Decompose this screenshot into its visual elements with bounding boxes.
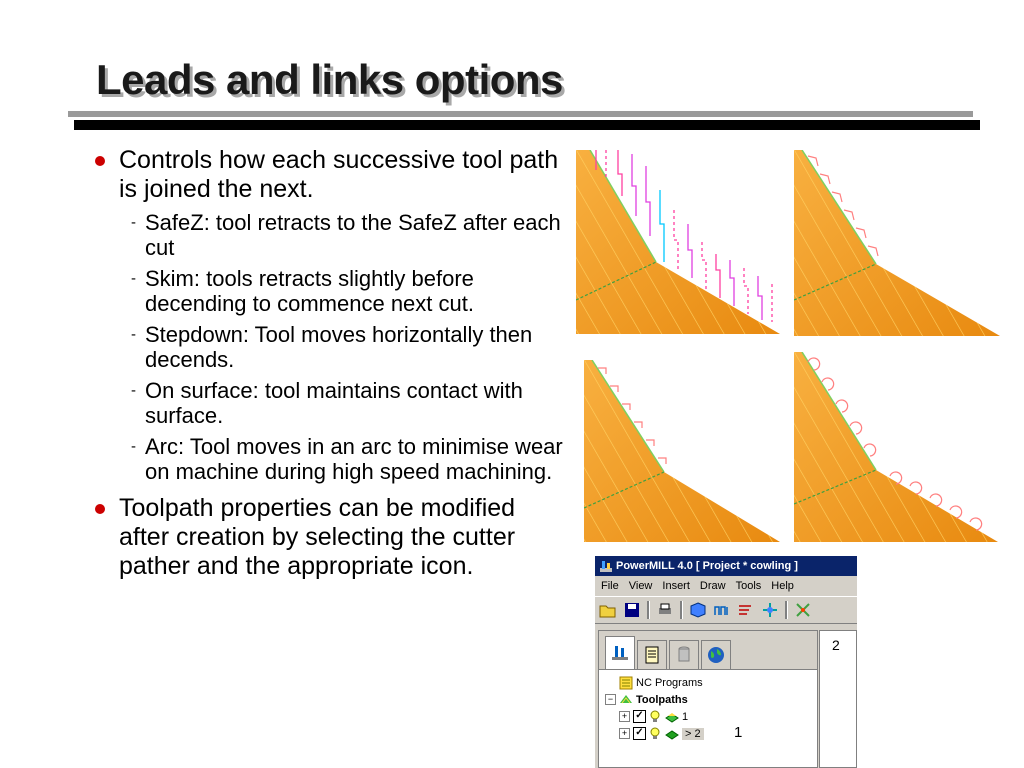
toolbar-separator: [785, 601, 788, 619]
tree-item-toolpaths[interactable]: [605, 691, 817, 708]
expand-icon[interactable]: +: [619, 711, 630, 722]
visibility-checkbox[interactable]: ✓: [633, 727, 646, 740]
menu-view[interactable]: View: [628, 580, 653, 592]
arc-toolpath-image: [794, 352, 998, 542]
toolpath-icon: [665, 710, 679, 724]
bullet-dot-icon: [95, 504, 105, 514]
menu-tools[interactable]: Tools: [735, 580, 762, 592]
bullet-list: [92, 146, 572, 589]
graphics-viewer[interactable]: [819, 630, 857, 768]
menu-file[interactable]: File: [601, 580, 619, 592]
sub-bullet-safez: [119, 210, 572, 260]
menu-draw[interactable]: Draw: [699, 580, 726, 592]
bullet-item-2: [92, 494, 572, 581]
print-icon[interactable]: [656, 601, 674, 619]
sub-bullet-marker: -: [131, 382, 136, 399]
nc-programs-icon: [619, 676, 633, 690]
safez-toolpath-image: [576, 150, 780, 334]
toolbar-separator: [647, 601, 650, 619]
window-titlebar[interactable]: [595, 556, 857, 576]
tree-item-toolpath-2[interactable]: [605, 725, 817, 742]
sub-bullet-skim: [119, 266, 572, 316]
title-rule-black: [74, 120, 980, 130]
bullet-text: Controls how each successive tool path is joined the next.: [119, 146, 559, 203]
tool-axis-icon[interactable]: [761, 601, 779, 619]
sub-bullet-marker: -: [131, 214, 136, 231]
document-icon: [644, 646, 660, 664]
sub-bullet-stepdown: [119, 322, 572, 372]
sub-bullet-text: On surface: tool maintains contact with surface.: [145, 378, 523, 428]
window-title: PowerMILL 4.0 [ Project * cowling ]: [616, 560, 798, 572]
lightbulb-icon[interactable]: [648, 727, 662, 741]
leads-links-icon[interactable]: [794, 601, 812, 619]
sub-bullet-text: SafeZ: tool retracts to the SafeZ after each cut: [145, 210, 561, 260]
visibility-checkbox[interactable]: ✓: [633, 710, 646, 723]
sub-bullet-text: Arc: Tool moves in an arc to minimise wear on machine during high speed machining.: [145, 434, 563, 484]
title-rule-gray: [68, 111, 973, 117]
machining-icon: [610, 643, 630, 663]
tree-item-label: Toolpaths: [636, 693, 688, 706]
bullet-dot-icon: [95, 156, 105, 166]
tree-item-label: 1: [682, 710, 689, 723]
toolbar: [595, 596, 857, 624]
bullet-item-1: [92, 146, 572, 484]
sub-bullet-arc: [119, 434, 572, 484]
sub-bullet-marker: -: [131, 438, 136, 455]
stepdown-toolpath-image: [584, 360, 780, 542]
slide-title: Leads and links options: [96, 56, 563, 103]
sub-bullet-marker: -: [131, 270, 136, 287]
save-icon[interactable]: [623, 601, 641, 619]
sub-bullet-text: Stepdown: Tool moves horizontally then decends.: [145, 322, 533, 372]
window-body: [595, 626, 857, 768]
explorer-panel: [598, 630, 818, 768]
rapid-move-icon[interactable]: [713, 601, 731, 619]
bottom-label: 1: [734, 724, 743, 741]
viewer-label: 2: [832, 637, 840, 653]
feedrate-icon[interactable]: [737, 601, 755, 619]
sub-bullet-list: [119, 210, 572, 484]
powermill-window: [594, 556, 857, 768]
tab-stock[interactable]: [669, 640, 699, 669]
globe-icon: [706, 645, 726, 665]
toolpath-icon: [665, 727, 679, 741]
collapse-icon[interactable]: −: [605, 694, 616, 705]
expand-icon[interactable]: +: [619, 728, 630, 739]
menu-insert[interactable]: Insert: [662, 580, 690, 592]
tab-machining[interactable]: [605, 636, 635, 669]
block-icon[interactable]: [689, 601, 707, 619]
tree-item-label: NC Programs: [636, 676, 703, 689]
tree-item-toolpath-1[interactable]: [605, 708, 817, 725]
open-folder-icon[interactable]: [599, 601, 617, 619]
lightbulb-icon[interactable]: [648, 710, 662, 724]
menu-help[interactable]: Help: [771, 580, 794, 592]
toolbar-separator: [680, 601, 683, 619]
menu-bar: [595, 576, 857, 596]
skim-toolpath-image: [794, 150, 1000, 336]
explorer-tree: [599, 670, 817, 742]
powermill-app-icon: [599, 559, 613, 573]
tab-globe[interactable]: [701, 640, 731, 669]
tree-item-nc-programs[interactable]: [605, 674, 817, 691]
bullet-text: Toolpath properties can be modified after creation by selecting the cutter pather and the appropriate icon.: [119, 494, 516, 580]
sub-bullet-text: Skim: tools retracts slightly before decending to commence next cut.: [145, 266, 474, 316]
cylinder-icon: [677, 646, 691, 664]
explorer-tabs: [599, 631, 817, 670]
sub-bullet-marker: -: [131, 326, 136, 343]
tab-information[interactable]: [637, 640, 667, 669]
tree-item-label-selected: > 2: [682, 728, 704, 740]
toolpaths-folder-icon: [619, 693, 633, 707]
sub-bullet-on-surface: [119, 378, 572, 428]
